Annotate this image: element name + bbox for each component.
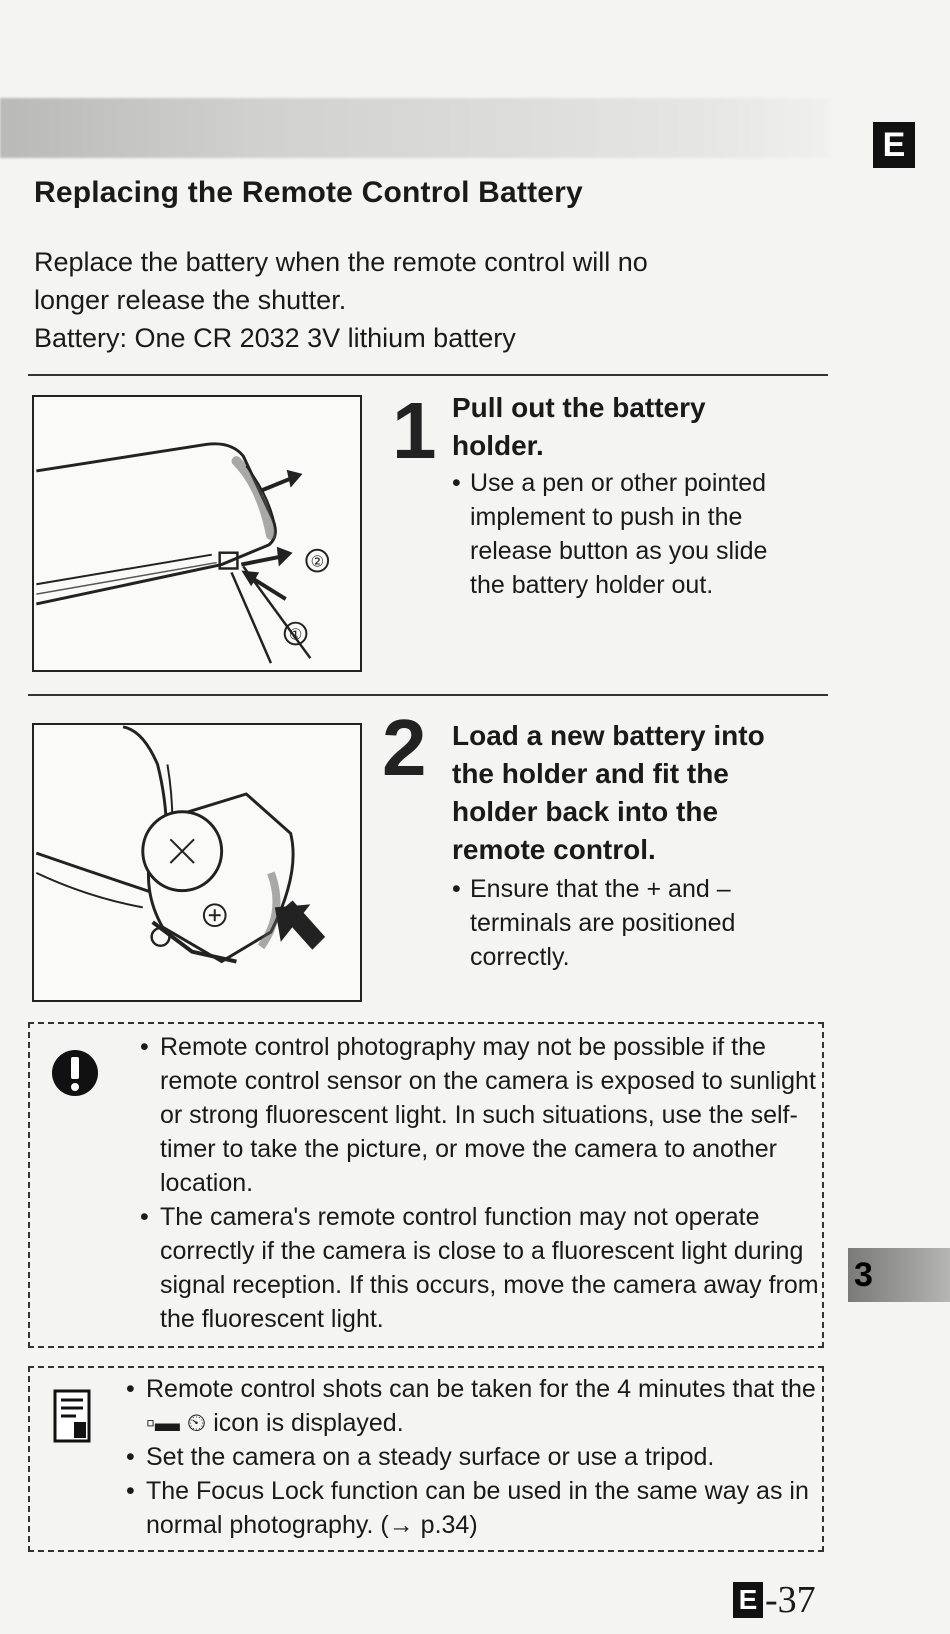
section-title: Replacing the Remote Control Battery (34, 176, 583, 209)
step-bullet-line: terminals are positioned (470, 909, 736, 937)
step-bullet (452, 466, 822, 602)
note-item: • Remote control shots can be taken for the 4 minutes that the ▫▬ ⏲ icon is displayed. (126, 1372, 816, 1440)
caution-item: • The camera's remote control function may not operate correctly if the camera is close to a fluorescent light during signal reception. If this occurs, move the camera away from the fluorescent light. (140, 1200, 830, 1336)
step-bullet (452, 872, 822, 974)
caution-list (140, 1030, 830, 1336)
step-number: 1 (392, 386, 437, 475)
step-title (452, 717, 842, 869)
step-bullet-line: Use a pen or other pointed (470, 469, 767, 497)
step-bullet-line: implement to push in the (470, 503, 743, 531)
step-title-line: Load a new battery into (452, 720, 765, 751)
callout-2: ② (310, 554, 324, 571)
page-number (733, 1578, 816, 1622)
divider (28, 374, 828, 376)
divider (28, 694, 828, 696)
page-number-value: -37 (765, 1579, 816, 1621)
step-title-line: Pull out the battery (452, 392, 706, 423)
callout-1: ① (288, 627, 303, 644)
step-title-line: the holder and fit the (452, 758, 729, 789)
step-number: 2 (382, 703, 427, 792)
intro-line: Replace the battery when the remote control will no (34, 247, 648, 277)
intro-line: longer release the shutter. (34, 285, 347, 315)
caution-item: • Remote control photography may not be possible if the remote control sensor on the camera is exposed to sunlight or strong fluorescent light. In such situations, use the self-timer to take the picture, or move the camera to another location. (140, 1030, 830, 1200)
step-title-line: remote control. (452, 834, 656, 865)
memo-icon (52, 1388, 92, 1444)
chapter-tab: 3 (848, 1248, 950, 1302)
caution-icon (50, 1048, 100, 1098)
step-title-line: holder. (452, 430, 544, 461)
header-band (0, 98, 830, 158)
step-title (452, 389, 832, 465)
battery-load-illustration (34, 725, 360, 1000)
language-badge: E (873, 122, 915, 168)
notes-box (28, 1366, 824, 1552)
step-title-line: holder back into the (452, 796, 719, 827)
notes-list (126, 1372, 816, 1542)
bullet-dot: • (452, 875, 461, 903)
step-bullet-line: the battery holder out. (470, 571, 714, 599)
page-language-badge: E (733, 1582, 763, 1618)
step-bullet-line: Ensure that the + and – (470, 875, 731, 903)
caution-box (28, 1022, 824, 1348)
intro-line: Battery: One CR 2032 3V lithium battery (34, 323, 516, 353)
note-item: • Set the camera on a steady surface or use a tripod. (126, 1440, 816, 1474)
step-bullet-line: correctly. (470, 943, 570, 971)
step-bullet-line: release button as you slide (470, 537, 768, 565)
step2-figure (32, 723, 362, 1002)
intro-text (34, 243, 824, 357)
bullet-dot: • (452, 469, 461, 497)
step1-figure (32, 395, 362, 672)
remote-pull-out-illustration (34, 397, 360, 670)
note-item: • The Focus Lock function can be used in the same way as in normal photography. (→ p.34) (126, 1474, 816, 1542)
